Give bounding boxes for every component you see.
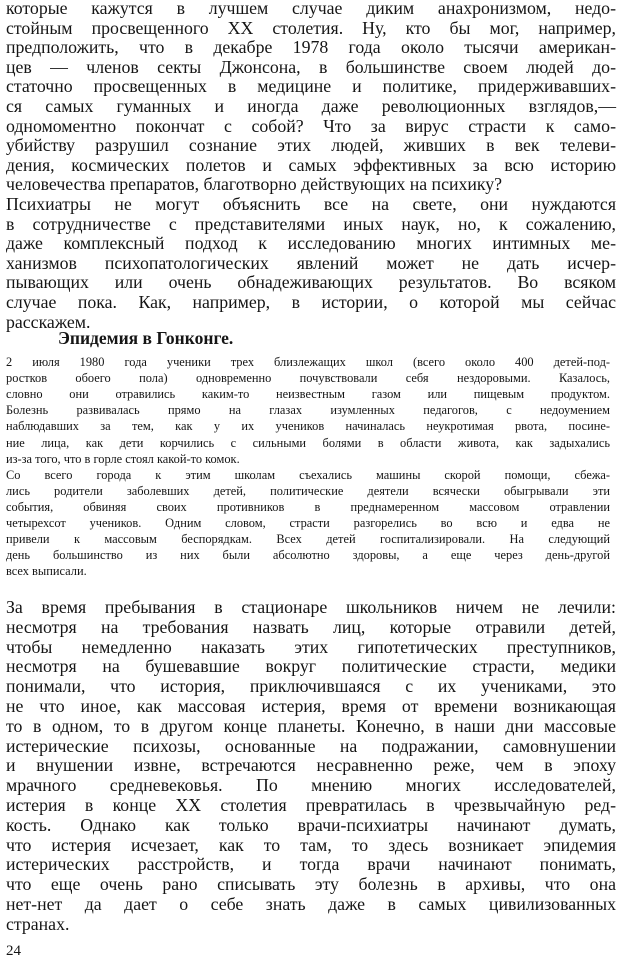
text-line: что истерия исчезает, как то там, то здесь возникает эпидемия xyxy=(6,834,616,855)
text-line: стойным просвещенного XX столетия. Ну, кто бы мог, например, xyxy=(6,17,616,38)
text-line: истерических расстройств, и тогда врачи начинают понимать, xyxy=(6,854,616,875)
text-line: Болезнь развивалась прямо на глазах изумленных педагогов, с недоумением xyxy=(6,403,610,418)
text-line: понимали, что история, приключившаяся с их учениками, это xyxy=(6,676,616,697)
text-line: За время пребывания в стационаре школьников ничем не лечили: xyxy=(6,597,616,617)
text-line: пывающих или очень обнадеживающих результатов. Во всяком xyxy=(6,272,616,293)
text-line: словно они отравились каким-то неизвестным газом или пищевым продуктом. xyxy=(6,387,610,402)
text-line: то в одном, то в другом конце планеты. Конечно, в наши дни массовые xyxy=(6,715,616,736)
text-line: наблюдавших за тем, как у их учеников начиналась неукротимая рвота, посине- xyxy=(6,419,610,434)
text-line: одномоментно покончат с собой? Что за вирус страсти к само- xyxy=(6,115,616,136)
text-line: из-за того, что в горле стоял какой-то комок. xyxy=(6,451,240,466)
text-line: не что иное, как массовая истерия, время от времени возникающая xyxy=(6,696,616,716)
text-line: нет-нет да дает о себе знать даже в самых цивилизованных xyxy=(6,894,616,914)
text-line: ростков обоего пола) одновременно почувствовали себя нездоровыми. Казалось, xyxy=(6,371,610,386)
text-line: дения, космических полетов и самых эффективных за всю историю xyxy=(6,154,616,175)
text-line: статочно просвещенных в медицине и политике, придерживавших- xyxy=(6,76,616,97)
text-line: день большинство из них были абсолютно здоровы, а еще через день-другой xyxy=(6,548,610,563)
text-line: что еще очень рано списывать эту болезнь в архивы, что она xyxy=(6,874,616,895)
text-line: убийству разрушил сознание этих людей, живших в век телеви- xyxy=(6,135,616,156)
text-line: всех выписали. xyxy=(6,564,87,579)
text-line: кость. Однако как только врачи-психиатры начинают думать, xyxy=(6,814,616,835)
text-line: расскажем. xyxy=(6,311,91,332)
text-line: несмотря на бушевавшие вокруг политические страсти, медики xyxy=(6,656,616,677)
section-heading: Эпидемия в Гонконге. xyxy=(58,328,234,348)
text-line: лись родители заболевших детей, политические деятели всячески обыгрывали эти xyxy=(6,483,610,498)
text-line: даже комплексный подход к исследованию многих интимных ме- xyxy=(6,233,616,254)
text-line: чтобы немедленно наказать этих гипотетических преступников, xyxy=(6,636,616,657)
text-line: несмотря на требования назвать лиц, которые отравили детей, xyxy=(6,616,616,637)
text-line: ханизмов психопатологических явлений может не дать исчер- xyxy=(6,252,616,273)
text-line: человечества препаратов, благотворно действующих на психику? xyxy=(6,174,503,195)
text-line: привели к массовым беспорядкам. Всех детей госпитализировали. На следующий xyxy=(6,532,610,547)
text-line: Психиатры не могут объяснить все на свете, они нуждаются xyxy=(6,194,616,214)
text-line: случае пока. Как, например, в истории, о которой мы сейчас xyxy=(6,292,616,312)
text-line: события, обвиняя своих противников в преднамеренном массовом отравлении xyxy=(6,499,610,514)
text-line: четырехсот учеников. Одним словом, страсти разгорелись во всю и едва не xyxy=(6,516,610,530)
text-line: истерические психозы, основанные на подражании, самовнушении xyxy=(6,735,616,756)
text-line: предположить, что в декабре 1978 года около тысячи американ- xyxy=(6,37,616,58)
text-line: Со всего города к этим школам съехались машины скорой помощи, сбежа- xyxy=(6,467,610,482)
text-line: странах. xyxy=(6,913,70,934)
text-line: ся самых гуманных и иногда даже революционных взглядов,— xyxy=(6,96,616,116)
text-line: цев — членов секты Джонсона, в большинстве своем людей до- xyxy=(6,56,616,77)
page-number: 24 xyxy=(6,943,21,959)
text-line: ние лица, как дети корчились с сильными болями в области живота, как задыхались xyxy=(6,435,610,450)
text-line: 2 июля 1980 года ученики трех близлежащих школ (всего около 400 детей-под- xyxy=(6,355,610,369)
text-line: и внушении извне, встречаются несравненно реже, чем в эпоху xyxy=(6,755,616,776)
text-line: которые кажутся в лучшем случае диким анахронизмом, недо- xyxy=(6,0,616,18)
text-line: истерия в конце XX столетия превратилась в чрезвычайную ред- xyxy=(6,795,616,815)
text-line: в сотрудничестве с представителями иных наук, но, к сожалению, xyxy=(6,213,616,234)
text-line: мрачного средневековья. По мнению многих исследователей, xyxy=(6,775,616,796)
